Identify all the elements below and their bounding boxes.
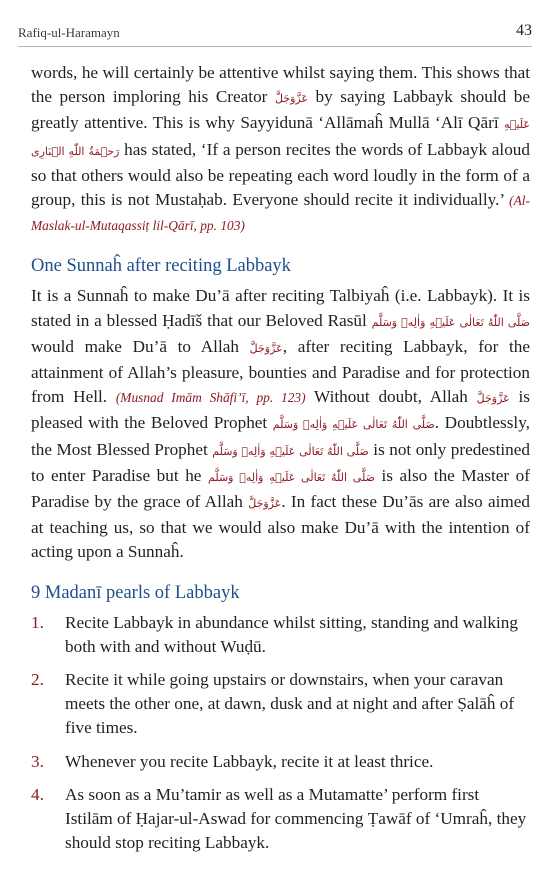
list-number: 1. <box>31 612 44 632</box>
text-run: is pleased with the Beloved Prophet <box>31 387 530 433</box>
sunnah-paragraph <box>31 284 530 564</box>
list-item <box>31 750 530 774</box>
arabic-honorific: عَزَّوَجَلَّ <box>476 392 510 406</box>
list-number: 4. <box>31 784 44 804</box>
arabic-honorific: صَلَّى اللّٰهُ تَعَالٰى عَلَيۡهِ وَاٰلِهٖ وَسَلَّم <box>208 470 375 484</box>
arabic-honorific: عَزَّوَجَلَّ <box>248 497 282 511</box>
text-run: has stated, ‘If a person recites the words of Labbayk aloud so that others would also be repeating each word loudly in the form of a group, this is not Mustaḥab. Everyone should recite it individually.’ <box>31 139 530 210</box>
list-item <box>31 611 530 659</box>
text-run: words, he will certainly be attentive whilst saying them. This shows that the person imploring his Creator <box>31 63 530 107</box>
pearls-list <box>31 611 530 856</box>
text-run: would make Du’ā to Allah <box>31 336 250 356</box>
page-number: 43 <box>516 22 532 39</box>
citation: (Al-Maslak-ul-Mutaqassiṭ lil-Qārī, pp. 103) <box>31 193 530 234</box>
running-header <box>18 20 532 47</box>
text-run: . Doubtlessly, the Most Blessed Prophet <box>31 413 530 459</box>
text-run: is not only predestined to enter Paradise but he <box>31 439 530 485</box>
list-number: 2. <box>31 670 44 690</box>
book-title: Rafiq-ul-Haramayn <box>18 25 120 40</box>
arabic-honorific: عَلَيۡهِ رَحۡمَةُ اللّٰهِ الۡبَارِى <box>31 118 530 158</box>
text-run: by saying Labbayk should be greatly attentive. This is why Sayyidunā ‘Allāmaĥ Mullā ‘Alī Qārī <box>31 87 530 133</box>
citation: (Musnad Imām Shāfi’ī, pp. 123) <box>115 390 306 406</box>
list-item-text: Recite Labbayk in abundance whilst sitting, standing and walking both with and without Wuḍū. <box>65 612 518 656</box>
section-heading-sunnah: One Sunnaĥ after reciting Labbayk <box>31 256 291 277</box>
text-run: . In fact these Du’ās are also aimed at teaching us, so that we would also make Du’ā with the intention of acting upon a Sunnaĥ. <box>31 492 530 562</box>
text-run: Without doubt, Allah <box>305 387 477 407</box>
arabic-honorific: عَزَّوَجَلَّ <box>249 341 283 355</box>
list-item-text: Whenever you recite Labbayk, recite it at least thrice. <box>65 751 434 771</box>
section-heading-pearls: 9 Madanī pearls of Labbayk <box>31 582 240 603</box>
arabic-honorific: صَلَّى اللّٰهُ تَعَالٰى عَلَيۡهِ وَاٰلِهٖ وَسَلَّم <box>371 315 530 329</box>
list-number: 3. <box>31 751 44 771</box>
list-item <box>31 783 530 856</box>
list-item-text: Recite it while going upstairs or downstairs, when your caravan meets the other one, at dawn, dusk and at night and after Ṣalāĥ of five times. <box>65 670 515 738</box>
arabic-honorific: صَلَّى اللّٰهُ تَعَالٰى عَلَيۡهِ وَاٰلِهٖ وَسَلَّم <box>212 444 369 458</box>
list-item-text: As soon as a Mu’tamir as well as a Mutamatte’ perform first Istilām of Ḥajar-ul-Aswad for commencing Ṭawāf of ‘Umraĥ, they should stop reciting Labbayk. <box>65 784 527 853</box>
list-item <box>31 668 530 741</box>
text-run: , after reciting Labbayk, for the attainment of Allah’s pleasure, bounties and Paradise and for protection from Hell. <box>31 336 530 407</box>
page-content <box>31 61 530 864</box>
arabic-honorific: صَلَّى اللّٰهُ تَعَالٰى عَلَيۡهِ وَاٰلِهٖ وَسَلَّم <box>272 418 435 432</box>
intro-paragraph <box>31 61 530 238</box>
text-run: is also the Master of Paradise by the grace of Allah <box>31 465 530 512</box>
text-run: It is a Sunnaĥ to make Du’ā after reciting Talbiyaĥ (i.e. Labbayk). It is stated in a blessed Ḥadīš that our Beloved Rasūl <box>31 286 530 330</box>
arabic-honorific: عَزَّوَجَلَّ <box>274 92 309 106</box>
